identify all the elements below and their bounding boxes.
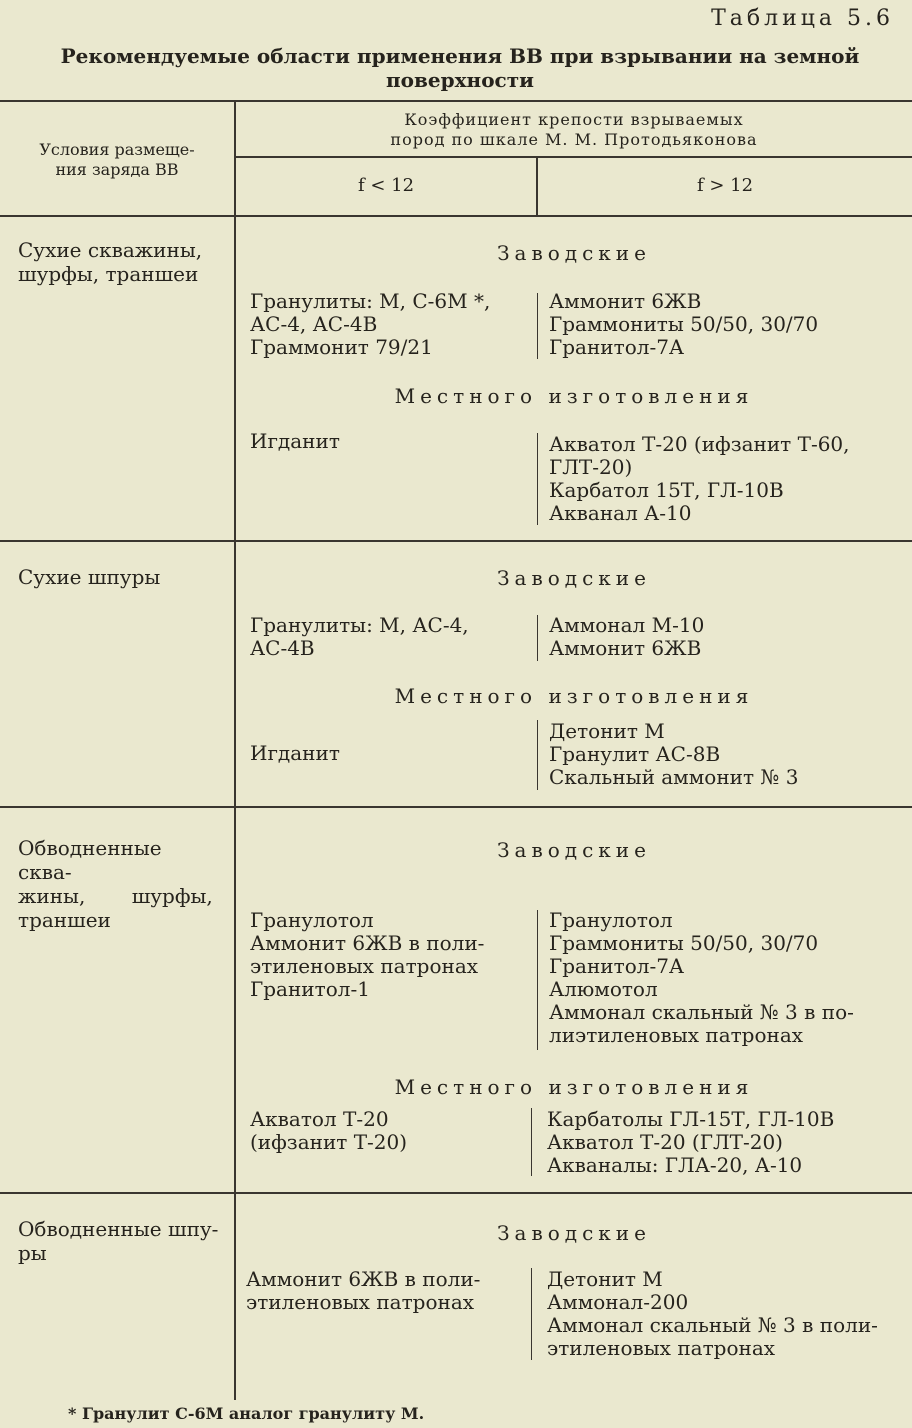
cell-right [549, 290, 818, 359]
cell-line: Аммонит 6ЖВ в поли- [250, 931, 485, 955]
cell-line: Гранитол-1 [250, 977, 370, 1001]
column-divider-main [234, 100, 236, 1400]
cell-line: Аммонит 6ЖВ [549, 636, 702, 660]
group-heading-local: Местного изготовления [394, 1075, 754, 1099]
cell-separator [531, 1108, 532, 1176]
cell-left [246, 1268, 480, 1314]
row-label-flooded-wells [18, 836, 218, 932]
cell-line: Аммонит 6ЖВ [549, 289, 702, 313]
cell-right [549, 909, 854, 1047]
group-heading-factory: Заводские [497, 566, 651, 590]
cell-line: Граммониты 50/50, 30/70 [549, 931, 819, 955]
cell-left [250, 742, 340, 765]
cell-left [250, 430, 340, 453]
cell-line: лиэтиленовых патронах [549, 1023, 804, 1047]
cell-line: Аммонал скальный № 3 в по- [549, 1000, 854, 1024]
cell-right [547, 1108, 834, 1177]
cell-line: (ифзанит Т-20) [250, 1130, 408, 1154]
cell-line: Граммонит 79/21 [250, 335, 433, 359]
group-heading-factory: Заводские [497, 838, 651, 862]
cell-line: Акваналы: ГЛА-20, А-10 [547, 1153, 803, 1177]
cell-line: Гранулиты: М, АС-4, [250, 613, 469, 637]
cell-right [549, 433, 850, 525]
cell-right [549, 720, 798, 789]
cell-separator [537, 720, 538, 790]
cell-line: Аммонал М-10 [549, 613, 705, 637]
row-label-line: траншеи [18, 908, 111, 932]
cell-line: Карбатол 15Т, ГЛ-10В [549, 478, 784, 502]
cell-line: этиленовых патронах [246, 1290, 475, 1314]
header-bottom-rule [0, 215, 912, 217]
cell-line: Аммонал-200 [547, 1290, 689, 1314]
cell-line: АС-4В [250, 636, 315, 660]
footnote: * Гранулит С-6М аналог гранулиту М. [68, 1404, 425, 1423]
row-label-line: жины, шурфы, [18, 884, 213, 908]
cell-line: Карбатолы ГЛ-15Т, ГЛ-10В [547, 1107, 835, 1131]
cell-line: этиленовых патронах [547, 1336, 776, 1360]
group-heading-factory: Заводские [497, 241, 651, 265]
cell-separator [537, 293, 538, 359]
cell-line: Акватол Т-20 [250, 1107, 389, 1131]
group-heading-local: Местного изготовления [394, 684, 754, 708]
row-label-line: Обводненные шпу- [18, 1217, 219, 1241]
header-conditions [0, 140, 234, 180]
cell-line: ГЛТ-20) [549, 455, 633, 479]
row-label-dry-holes [18, 565, 160, 589]
cell-line: Аммонал скальный № 3 в поли- [547, 1313, 878, 1337]
cell-right [549, 614, 704, 660]
cell-line: Игданит [250, 429, 340, 453]
header-coef-line2: пород по шкале М. М. Протодьяконова [390, 130, 758, 149]
cell-separator [537, 433, 538, 525]
cell-line: Игданит [250, 741, 340, 765]
cell-right [547, 1268, 878, 1360]
header-coefficient [236, 110, 912, 150]
cell-line: АС-4, АС-4В [250, 312, 378, 336]
row-label-line: ры [18, 1241, 47, 1265]
row-label-line: Сухие скважины, [18, 238, 203, 262]
cell-line: Гранулотол [549, 908, 673, 932]
cell-line: Акватол Т-20 (ифзанит Т-60, [549, 432, 850, 456]
cell-left [250, 909, 484, 1001]
group-heading-local: Местного изготовления [394, 384, 754, 408]
cell-line: Детонит М [549, 719, 665, 743]
cell-left [250, 1108, 407, 1154]
row-rule-2 [0, 806, 912, 808]
row-label-flooded-holes [18, 1217, 218, 1265]
header-coef-line1: Коэффициент крепости взрываемых [404, 110, 744, 129]
row-label-line: шурфы, траншеи [18, 262, 199, 286]
row-label-dry-wells [18, 238, 202, 286]
header-f-less: f < 12 [357, 175, 415, 196]
header-conditions-line1: Условия размеще- [39, 140, 195, 159]
row-rule-3 [0, 1192, 912, 1194]
cell-line: Акванал А-10 [549, 501, 692, 525]
group-heading-factory: Заводские [497, 1221, 651, 1245]
cell-line: Алюмотол [549, 977, 658, 1001]
row-label-line: Обводненные сква- [18, 836, 162, 884]
cell-line: Гранитол-7А [549, 335, 685, 359]
table-number: Таблица 5.6 [711, 6, 894, 31]
cell-line: Аммонит 6ЖВ в поли- [246, 1267, 481, 1291]
header-conditions-line2: ния заряда ВВ [55, 160, 179, 179]
cell-line: Граммониты 50/50, 30/70 [549, 312, 819, 336]
row-label-line: Сухие шпуры [18, 565, 161, 589]
cell-line: этиленовых патронах [250, 954, 479, 978]
header-f-more: f > 12 [696, 175, 754, 196]
cell-separator [537, 910, 538, 1050]
row-rule-1 [0, 540, 912, 542]
cell-line: Детонит М [547, 1267, 663, 1291]
table-top-rule [0, 100, 912, 102]
cell-left [250, 614, 469, 660]
header-mid-rule [236, 156, 912, 158]
cell-line: Скальный аммонит № 3 [549, 765, 799, 789]
cell-line: Гранулиты: М, С-6М *, [250, 289, 491, 313]
table-title: Рекомендуемые области применения ВВ при взрывании на земной поверхности [60, 44, 860, 92]
cell-line: Гранулит АС-8В [549, 742, 721, 766]
cell-separator [537, 615, 538, 661]
cell-separator [531, 1268, 532, 1360]
cell-line: Гранулотол [250, 908, 374, 932]
cell-line: Гранитол-7А [549, 954, 685, 978]
cell-line: Акватол Т-20 (ГЛТ-20) [547, 1130, 783, 1154]
cell-left [250, 290, 490, 359]
